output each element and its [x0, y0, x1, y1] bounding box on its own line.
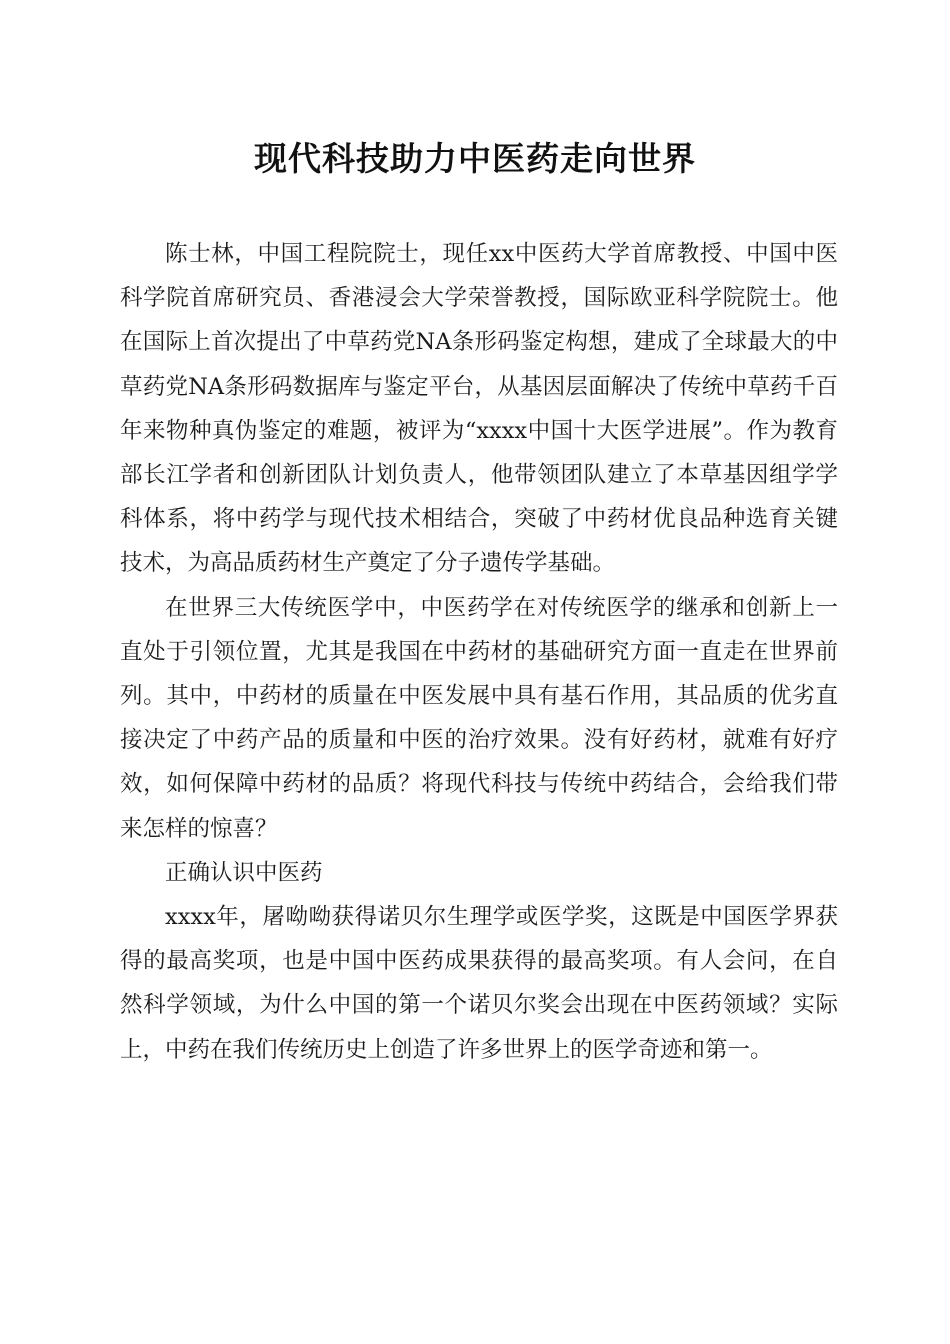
document-body — [120, 232, 838, 1072]
paragraph-nobel-prize: xxxx年，屠呦呦获得诺贝尔生理学或医学奖，这既是中国医学界获得的最高奖项，也是中国中医药成果获得的最高奖项。有人会问，在自然科学领域，为什么中国的第一个诺贝尔奖会出现在中医药领域？实际上，中药在我们传统历史上创造了许多世界上的医学奇迹和第一。 — [120, 904, 838, 1063]
section-heading: 正确认识中医药 — [165, 859, 323, 886]
paragraph-biography: 陈士林，中国工程院院士，现任xx中医药大学首席教授、中国中医科学院首席研究员、香港浸会大学荣誉教授，国际欧亚科学院院士。他在国际上首次提出了中草药党NA条形码鉴定构想，建成了全球最大的中草药党NA条形码数据库与鉴定平台，从基因层面解决了传统中草药千百年来物种真伪鉴定的难题，被评为“xxxx中国十大医学进展”。作为教育部长江学者和创新团队计划负责人，他带领团队建立了本草基因组学学科体系，将中药学与现代技术相结合，突破了中药材优良品种选育关键技术，为高品质药材生产奠定了分子遗传学基础。 — [120, 241, 838, 577]
document-title: 现代科技助力中医药走向世界 — [254, 139, 696, 178]
paragraph-tcm-leadership: 在世界三大传统医学中，中医药学在对传统医学的继承和创新上一直处于引领位置，尤其是我国在中药材的基础研究方面一直走在世界前列。其中，中药材的质量在中医发展中具有基石作用，其品质的优劣直接决定了中药产品的质量和中医的治疗效果。没有好药材，就难有好疗效，如何保障中药材的品质？将现代科技与传统中药结合，会给我们带来怎样的惊喜？ — [120, 594, 838, 842]
